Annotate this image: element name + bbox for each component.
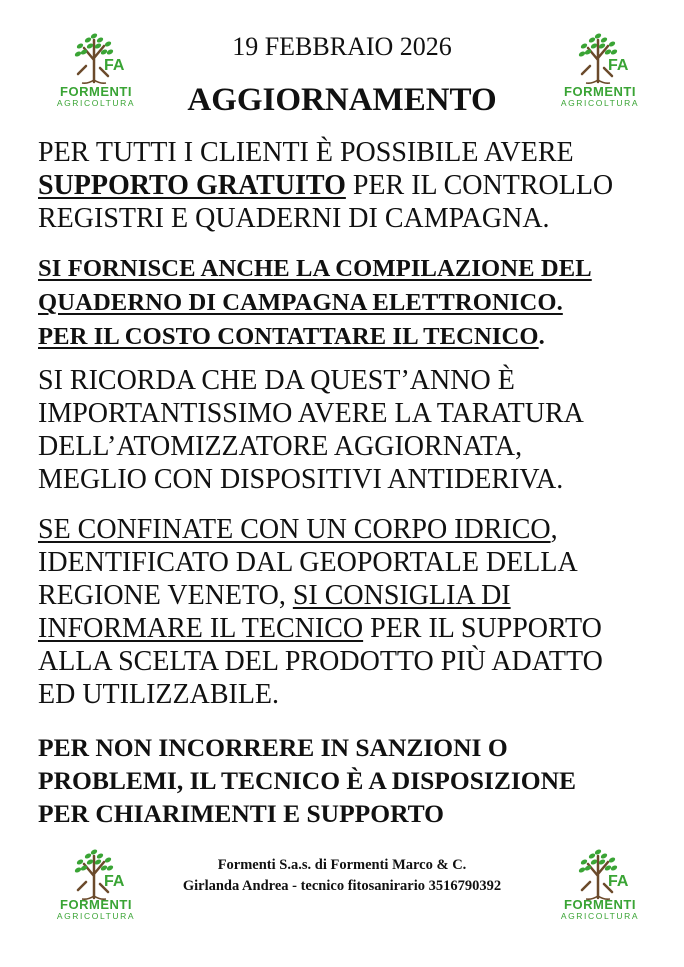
text-fragment: SE CONFINATE CON UN CORPO IDRICO [38, 514, 551, 545]
text-line [38, 513, 668, 546]
text-line: DELL’ATOMIZZATORE AGGIORNATA, [38, 431, 523, 462]
logo-monogram: FA [608, 57, 629, 74]
text-line [38, 169, 668, 202]
text-line [38, 612, 668, 645]
tree-logo-icon [66, 30, 126, 84]
tree-leaf [74, 50, 82, 57]
tree-leaf [600, 852, 608, 859]
text-line: ED UTILIZZABILE. [38, 679, 280, 710]
text-line: REGISTRI E QUADERNI DI CAMPAGNA. [38, 203, 550, 234]
text-fragment: PER IL CONTROLLO [345, 170, 614, 201]
text-fragment: SI CONSIGLIA DI [292, 580, 511, 611]
logo-sub-text: AGRICOLTURA [56, 911, 136, 921]
tree-leaf [600, 36, 608, 43]
tree-logo-icon [570, 30, 630, 84]
highlight-free-support: SUPPORTO GRATUITO [38, 170, 346, 201]
tree-leaf [580, 858, 588, 865]
tree-leaf [578, 50, 586, 57]
text-line [38, 320, 668, 354]
text-line: PER CHIARIMENTI E SUPPORTO [38, 799, 444, 828]
tree-leaf [104, 40, 112, 47]
tree-logo-icon [570, 846, 630, 900]
logo-monogram: FA [608, 873, 629, 890]
tree-leaf [90, 32, 98, 39]
logo-monogram: FA [104, 57, 125, 74]
tree-leaf [84, 852, 92, 859]
paragraph-sanctions [38, 731, 668, 830]
text-fragment: PER IL SUPPORTO [363, 613, 602, 644]
paragraph-water-body [38, 513, 668, 711]
logo-top-left [36, 30, 156, 110]
tree-leaf [90, 848, 98, 855]
tree-leaf [588, 852, 596, 859]
logo-brand-text: FORMENTI [564, 84, 636, 99]
text-line: PROBLEMI, IL TECNICO È A DISPOSIZIONE [38, 766, 577, 795]
logo-brand-text: FORMENTI [60, 84, 132, 99]
paragraph-support [38, 136, 668, 235]
text-line: PER NON INCORRERE IN SANZIONI O [38, 733, 508, 762]
footer-contact: Girlanda Andrea - tecnico fitosanirario 3516790392 [182, 878, 502, 894]
tree-leaf [106, 864, 114, 871]
text-line: IMPORTANTISSIMO AVERE LA TARATURA [38, 398, 584, 429]
tree-leaf [76, 42, 84, 49]
text-fragment: , [550, 514, 558, 545]
tree-leaf [76, 858, 84, 865]
tree-leaf [594, 32, 602, 39]
footer-text [150, 855, 534, 897]
tree-leaf [106, 48, 114, 55]
tree-leaf [594, 848, 602, 855]
logo-bottom-right [540, 846, 660, 926]
tree-leaf [608, 856, 616, 863]
tree-leaf [96, 36, 104, 43]
logo-brand-text: FORMENTI [60, 897, 132, 912]
tree-leaf [578, 866, 586, 873]
text-line: MEGLIO CON DISPOSITIVI ANTIDERIVA. [38, 464, 564, 495]
logo-monogram: FA [104, 873, 125, 890]
logo-bottom-left [36, 846, 156, 926]
logo-sub-text: AGRICOLTURA [560, 911, 640, 921]
tree-leaf [74, 866, 82, 873]
text-fragment: INFORMARE IL TECNICO [38, 613, 364, 644]
text-fragment: REGIONE VENETO, [38, 580, 293, 611]
text-line: ALLA SCELTA DEL PRODOTTO PIÙ ADATTO [38, 646, 603, 677]
text-line: QUADERNO DI CAMPAGNA ELETTRONICO. [38, 289, 563, 316]
tree-leaf [84, 36, 92, 43]
paragraph-calibration [38, 364, 668, 496]
tree-leaf [588, 36, 596, 43]
text-line: SI FORNISCE ANCHE LA COMPILAZIONE DEL [38, 255, 592, 282]
text-line [38, 579, 668, 612]
text-line: SI RICORDA CHE DA QUEST’ANNO È [38, 365, 515, 396]
text-line: IDENTIFICATO DAL GEOPORTALE DELLA [38, 547, 578, 578]
tree-leaf [610, 48, 618, 55]
tree-leaf [580, 42, 588, 49]
logo-brand-text: FORMENTI [564, 897, 636, 912]
text-line: PER TUTTI I CLIENTI È POSSIBILE AVERE [38, 137, 574, 168]
document-date: 19 FEBBRAIO 2026 [232, 32, 452, 61]
tree-leaf [608, 40, 616, 47]
logo-sub-text: AGRICOLTURA [56, 98, 136, 108]
text-fragment: . [538, 323, 545, 350]
document-title: AGGIORNAMENTO [187, 82, 497, 118]
logo-top-right [540, 30, 660, 110]
logo-sub-text: AGRICOLTURA [560, 98, 640, 108]
tree-leaf [96, 852, 104, 859]
footer-company: Formenti S.a.s. di Formenti Marco & C. [217, 857, 467, 873]
tree-leaf [104, 856, 112, 863]
text-fragment: PER IL COSTO CONTATTARE IL TECNICO [38, 323, 539, 350]
tree-leaf [610, 864, 618, 871]
tree-logo-icon [66, 846, 126, 900]
paragraph-electronic-notebook [38, 252, 668, 354]
